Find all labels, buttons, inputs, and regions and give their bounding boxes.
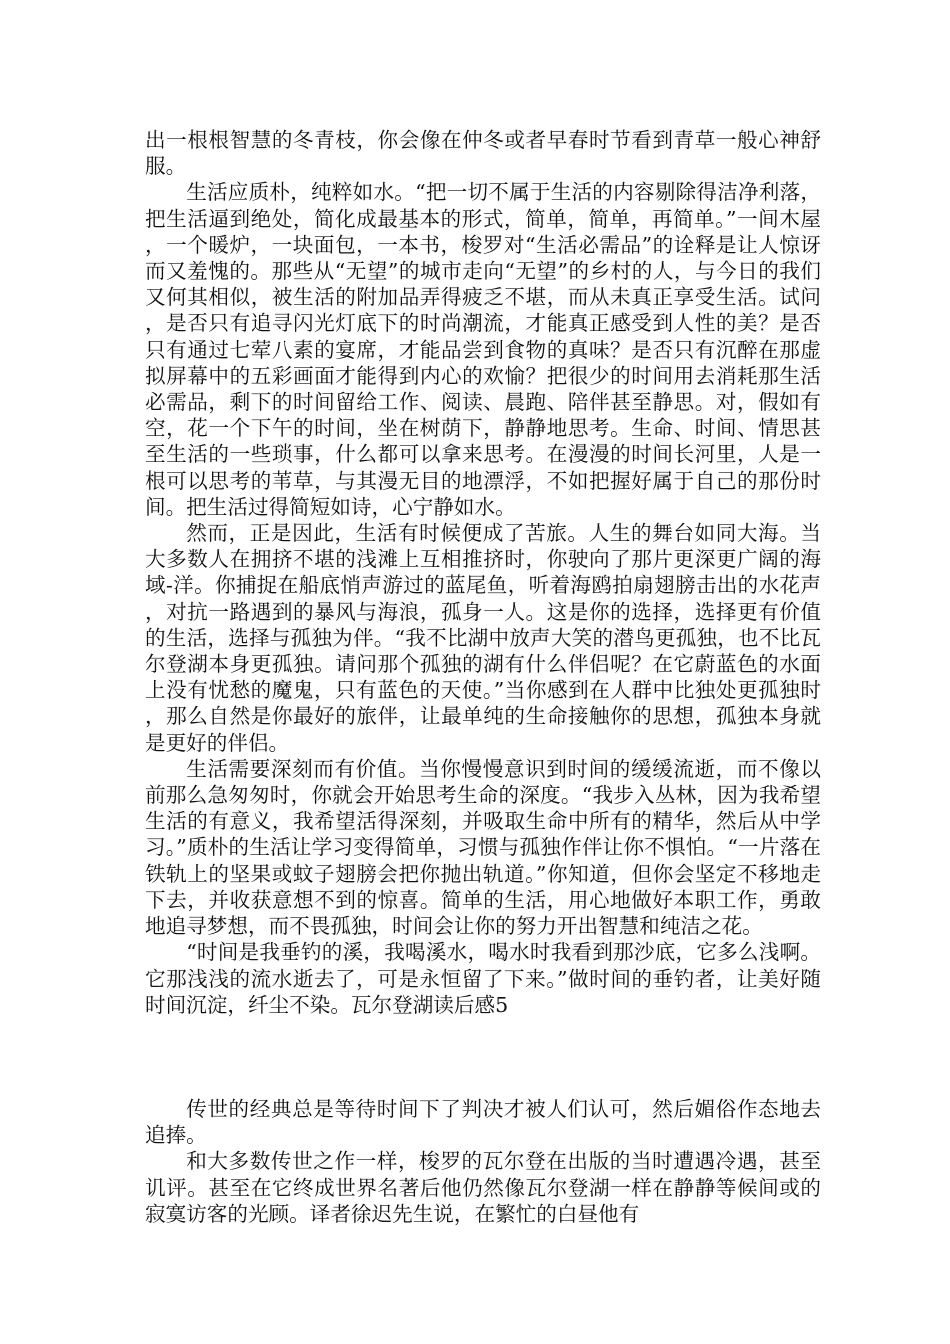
document-body: [145, 127, 821, 1227]
paragraph-simple-life: 生活应质朴，纯粹如水。“把一切不属于生活的内容剔除得洁净利落，把生活逼到绝处，简化成最基本的形式，简单，简单，再简单。”一间木屋，一个暖炉，一块面包，一本书，梭罗对“生活必需品”的诠释是让人惊讶而又羞愧的。那些从“无望”的城市走向“无望”的乡村的人，与今日的我们又何其相似，被生活的附加品弄得疲乏不堪，而从未真正享受生活。试问，是否只有追寻闪光灯底下的时尚潮流，才能真正感受到人性的美？是否只有通过七荤八素的宴席，才能品尝到食物的真味？是否只有沉醉在那虚拟屏幕中的五彩画面才能得到内心的欢愉？把很少的时间用去消耗那生活必需品，剩下的时间留给工作、阅读、晨跑、陪伴甚至静思。对，假如有空，花一个下午的时间，坐在树荫下，静静地思考。生命、时间、情思甚至生活的一些琐事，什么都可以拿来思考。在漫漫的时间长河里，人是一根可以思考的苇草，与其漫无目的地漂浮，不如把握好属于自己的那份时间。把生活过得简短如诗，心宁静如水。: [145, 180, 821, 519]
paragraph-solitude: 然而，正是因此，生活有时候便成了苦旅。人生的舞台如同大海。当大多数人在拥挤不堪的浅滩上互相推挤时，你驶向了那片更深更广阔的海域-洋。你捕捉在船底悄声游过的蓝尾鱼，听着海鸥拍扇翅膀击出的水花声，对抗一路遇到的暴风与海浪，孤身一人。这是你的选择，选择更有价值的生活，选择与孤独为伴。“我不比湖中放声大笑的潜鸟更孤独，也不比瓦尔登湖本身更孤独。请问那个孤独的湖有什么伴侣呢？在它蔚蓝色的水面上没有忧愁的魔鬼，只有蓝色的天使。”当你感到在人群中比独处更孤独时，那么自然是你最好的旅伴，让最单纯的生命接触你的思想，孤独本身就是更好的伴侣。: [145, 521, 821, 755]
paragraph-reception: 和大多数传世之作一样，梭罗的瓦尔登在出版的当时遭遇冷遇，甚至讥评。甚至在它终成世界名著后他仍然像瓦尔登湖一样在静静等候间或的寂寞访客的光顾。译者徐迟先生说，在繁忙的白昼他有: [145, 1149, 821, 1226]
paragraph-continuation: 出一根根智慧的冬青枝，你会像在仲冬或者早春时节看到青草一般心神舒服。: [145, 128, 821, 179]
paragraph-depth: 生活需要深刻而有价值。当你慢慢意识到时间的缓缓流逝，而不像以前那么急匆匆时，你就会开始思考生命的深度。“我步入丛林，因为我希望生活的有意义，我希望活得深刻，并吸取生命中所有的精华，然后从中学习。”质朴的生活让学习变得简单，习惯与孤独作伴让你不惧怕。“一片落在铁轨上的坚果或蚊子翅膀会把你抛出轨道。”你知道，但你会坚定不移地走下去，并收获意想不到的惊喜。简单的生活，用心地做好本职工作，勇敢地追寻梦想，而不畏孤独，时间会让你的努力开出智慧和纯洁之花。: [145, 756, 821, 939]
section-divider-space: [145, 1018, 821, 1096]
section-a: [145, 127, 821, 1018]
paragraph-time-quote: “时间是我垂钓的溪，我喝溪水，喝水时我看到那沙底，它多么浅啊。它那浅浅的流水逝去了，可是永恒留了下来。”做时间的垂钓者，让美好随时间沉淀，纤尘不染。瓦尔登湖读后感5: [145, 940, 821, 1017]
paragraph-classics: 传世的经典总是等待时间下了判决才被人们认可，然后媚俗作态地去追捧。: [145, 1096, 821, 1148]
section-b: [145, 1096, 821, 1227]
